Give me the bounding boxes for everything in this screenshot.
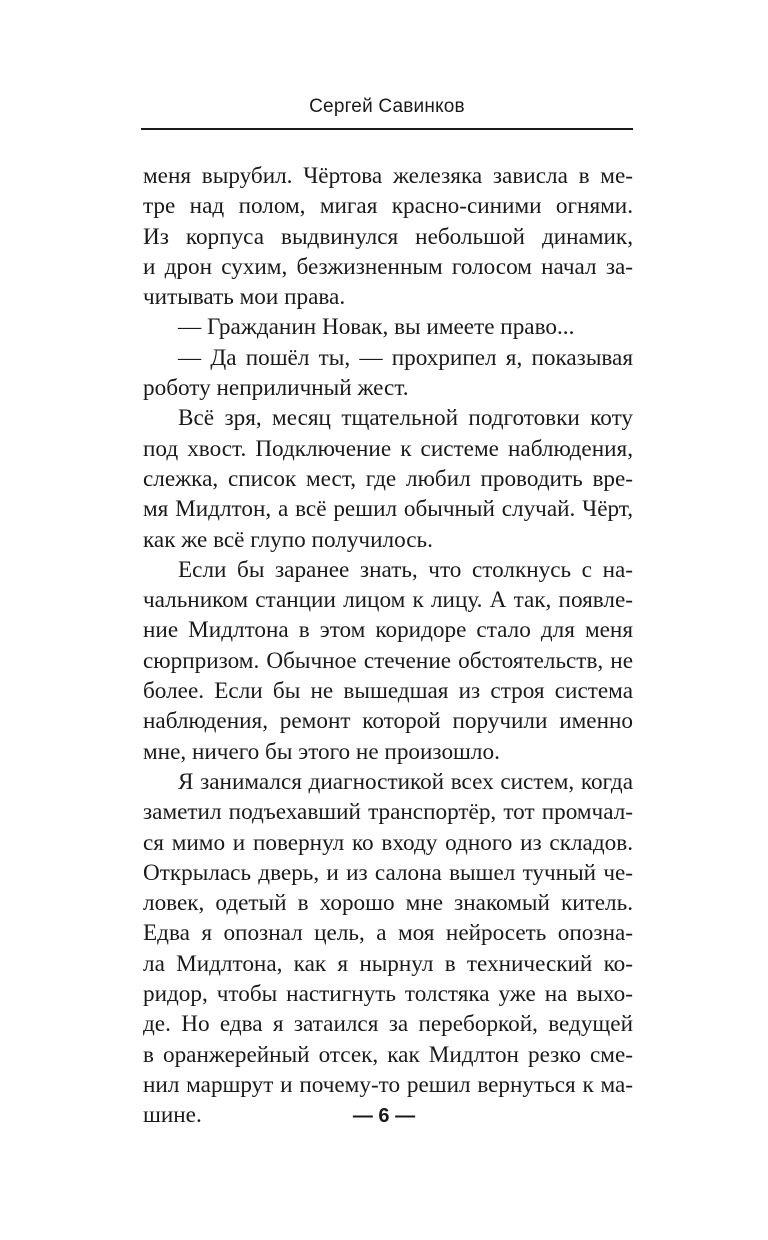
text-line: ла Мидлтона, как я нырнул в технический ко- — [143, 950, 633, 977]
text-line: читывать мои права. — [143, 284, 346, 311]
text-line: роботу неприличный жест. — [143, 375, 409, 402]
text-line: в оранжерейный отсек, как Мидлтон резко сме- — [143, 1041, 633, 1068]
text-line: слежка, список мест, где любил проводить вре- — [143, 465, 633, 492]
text-line: мне, ничего бы этого не произошло. — [143, 738, 500, 765]
text-line: ловек, одетый в хорошо мне знакомый китель. — [143, 890, 633, 917]
text-line: ся мимо и повернул ко входу одного из складов. — [143, 829, 633, 856]
text-line: чальником станции лицом к лицу. А так, появле- — [143, 587, 633, 614]
text-line: Из корпуса выдвинулся небольшой динамик, — [143, 223, 633, 250]
text-line: более. Если бы не вышедшая из строя система — [143, 678, 633, 705]
body-text — [143, 161, 633, 1131]
text-line: ридор, чтобы настигнуть толстяка уже на выхо- — [143, 981, 633, 1008]
running-header-author: Сергей Савинков — [309, 96, 465, 117]
text-line: заметил подъехавший транспортёр, тот промчал- — [143, 799, 633, 826]
text-line: Открылась дверь, и из салона вышел тучный че- — [143, 859, 633, 886]
text-line: Едва я опознал цель, а моя нейросеть опозна- — [143, 920, 633, 947]
text-line: — Гражданин Новак, вы имеете право... — [178, 314, 575, 341]
text-line: шине. — [143, 1102, 202, 1129]
text-line: нил маршрут и почему-то решил вернуться к ма- — [143, 1071, 633, 1098]
header-rule — [141, 128, 633, 130]
page-number: — 6 — — [352, 1105, 416, 1127]
text-line: наблюдения, ремонт которой поручили именно — [143, 708, 633, 735]
text-line: де. Но едва я затаился за переборкой, ведущей — [143, 1011, 633, 1038]
text-line: под хвост. Подключение к системе наблюдения, — [143, 435, 633, 462]
text-line: Всё зря, месяц тщательной подготовки коту — [178, 405, 633, 432]
text-line: мя Мидлтон, а всё решил обычный случай. Чёрт, — [143, 496, 633, 523]
text-line: как же всё глупо получилось. — [143, 526, 433, 553]
text-line: и дрон сухим, безжизненным голосом начал за- — [143, 253, 633, 280]
text-line: меня вырубил. Чёртова железяка зависла в ме- — [143, 163, 633, 189]
text-line: Я занимался диагностикой всех систем, когда — [178, 768, 633, 795]
text-line: тре над полом, мигая красно-синими огнями. — [143, 193, 633, 220]
text-line: Если бы заранее знать, что столкнусь с на- — [178, 556, 633, 583]
text-line: сюрпризом. Обычное стечение обстоятельств, не — [143, 647, 633, 674]
text-line: — Да пошёл ты, — прохрипел я, показывая — [178, 344, 633, 371]
text-line: ние Мидлтона в этом коридоре стало для меня — [143, 617, 633, 644]
running-header — [141, 96, 633, 132]
